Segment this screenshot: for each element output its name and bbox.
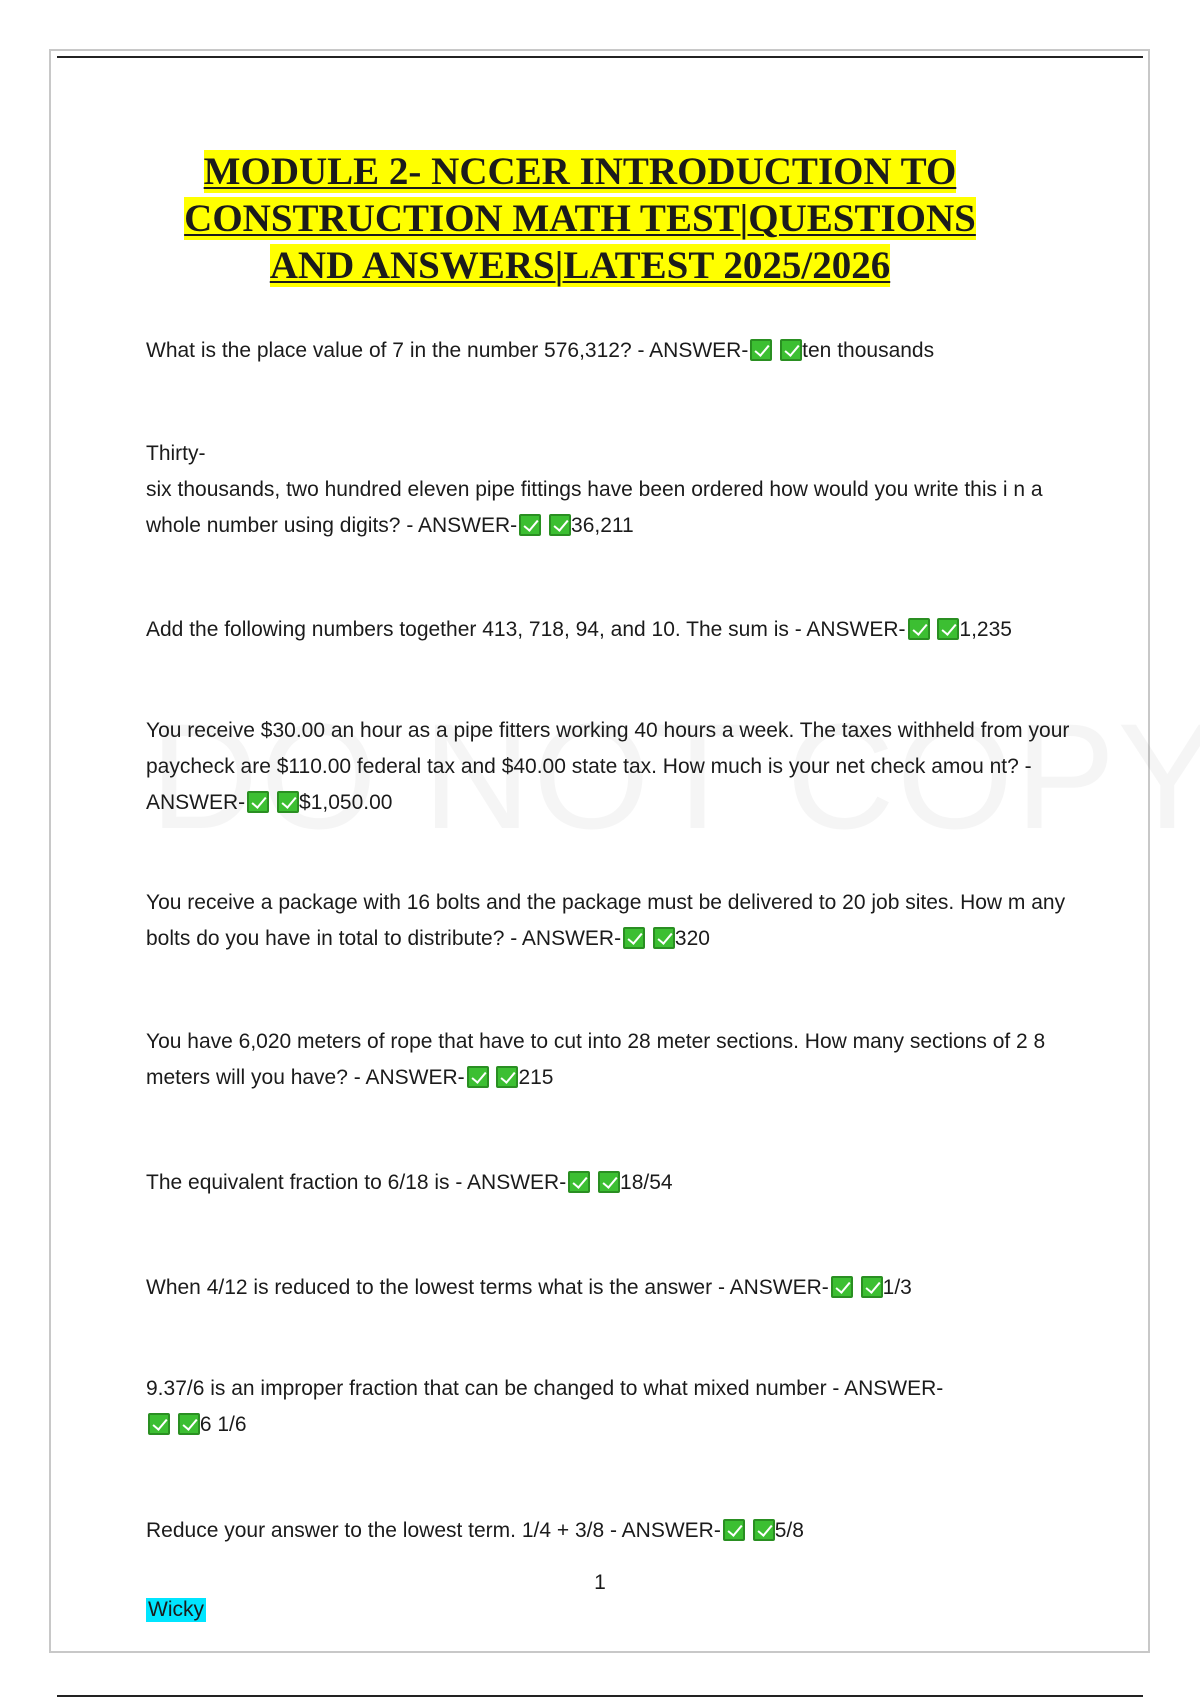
check-icon	[178, 1413, 200, 1435]
title-line-2: CONSTRUCTION MATH TEST|QUESTIONS	[184, 197, 976, 240]
check-icon	[908, 618, 930, 640]
title-line-3: AND ANSWERS|LATEST 2025/2026	[269, 244, 891, 287]
check-icon	[653, 927, 675, 949]
answer-text: 1/3	[882, 1276, 912, 1299]
bottom-rule	[57, 1695, 1143, 1697]
answer-text: 6 1/6	[199, 1413, 247, 1436]
check-icon	[753, 1519, 775, 1541]
qa-item: Thirty- six thousands, two hundred eleven pipe fittings have been ordered how would you write this i n a whole number using digits? - ANSWER- 36,211	[146, 442, 1043, 537]
check-icon	[496, 1066, 518, 1088]
check-icon	[623, 927, 645, 949]
qa-item: You receive $30.00 an hour as a pipe fitters working 40 hours a week. The taxes withheld from your paycheck are $110.00 federal tax and $40.00 state tax. How much is your net check amou nt? - ANSWER- $1,050.00	[146, 719, 1070, 814]
answer-text: 215	[518, 1066, 554, 1089]
title-line-1: MODULE 2- NCCER INTRODUCTION TO	[203, 150, 957, 193]
check-icon	[750, 339, 772, 361]
check-icon	[861, 1276, 883, 1298]
page-number: 1	[594, 1571, 606, 1594]
answer-text: 1,235	[959, 618, 1012, 641]
check-icon	[247, 791, 269, 813]
qa-item: The equivalent fraction to 6/18 is - ANSWER- 18/54	[146, 1171, 673, 1194]
check-icon	[549, 514, 571, 536]
check-icon	[568, 1171, 590, 1193]
qa-item: Reduce your answer to the lowest term. 1/4 + 3/8 - ANSWER- 5/8	[146, 1519, 804, 1542]
check-icon	[467, 1066, 489, 1088]
answer-text: 5/8	[774, 1519, 804, 1542]
check-icon	[780, 339, 802, 361]
answer-text: 18/54	[620, 1171, 673, 1194]
check-icon	[277, 791, 299, 813]
check-icon	[519, 514, 541, 536]
answer-text: ten thousands	[802, 339, 935, 362]
qa-item: 9.37/6 is an improper fraction that can be changed to what mixed number - ANSWER- 6 1/6	[146, 1377, 944, 1436]
author-tag: Wicky	[148, 1598, 204, 1621]
check-icon	[937, 618, 959, 640]
answer-text: 320	[674, 927, 710, 950]
answer-text: 36,211	[571, 514, 634, 537]
qa-item: Add the following numbers together 413, 718, 94, and 10. The sum is - ANSWER- 1,235	[146, 618, 1012, 641]
qa-item: What is the place value of 7 in the number 576,312? - ANSWER- ten thousands	[146, 339, 935, 362]
document-title	[120, 148, 1040, 289]
answer-text: $1,050.00	[299, 791, 393, 814]
check-icon	[723, 1519, 745, 1541]
qa-item: You have 6,020 meters of rope that have to cut into 28 meter sections. How many sections of 2 8 meters will you have? - ANSWER- 215	[146, 1030, 1046, 1089]
check-icon	[831, 1276, 853, 1298]
check-icon	[598, 1171, 620, 1193]
top-rule	[57, 56, 1143, 58]
check-icon	[148, 1413, 170, 1435]
qa-item: When 4/12 is reduced to the lowest terms what is the answer - ANSWER- 1/3	[146, 1276, 912, 1299]
qa-item: You receive a package with 16 bolts and the package must be delivered to 20 job sites. How m any bolts do you have in total to distribute? - ANSWER- 320	[146, 891, 1066, 950]
